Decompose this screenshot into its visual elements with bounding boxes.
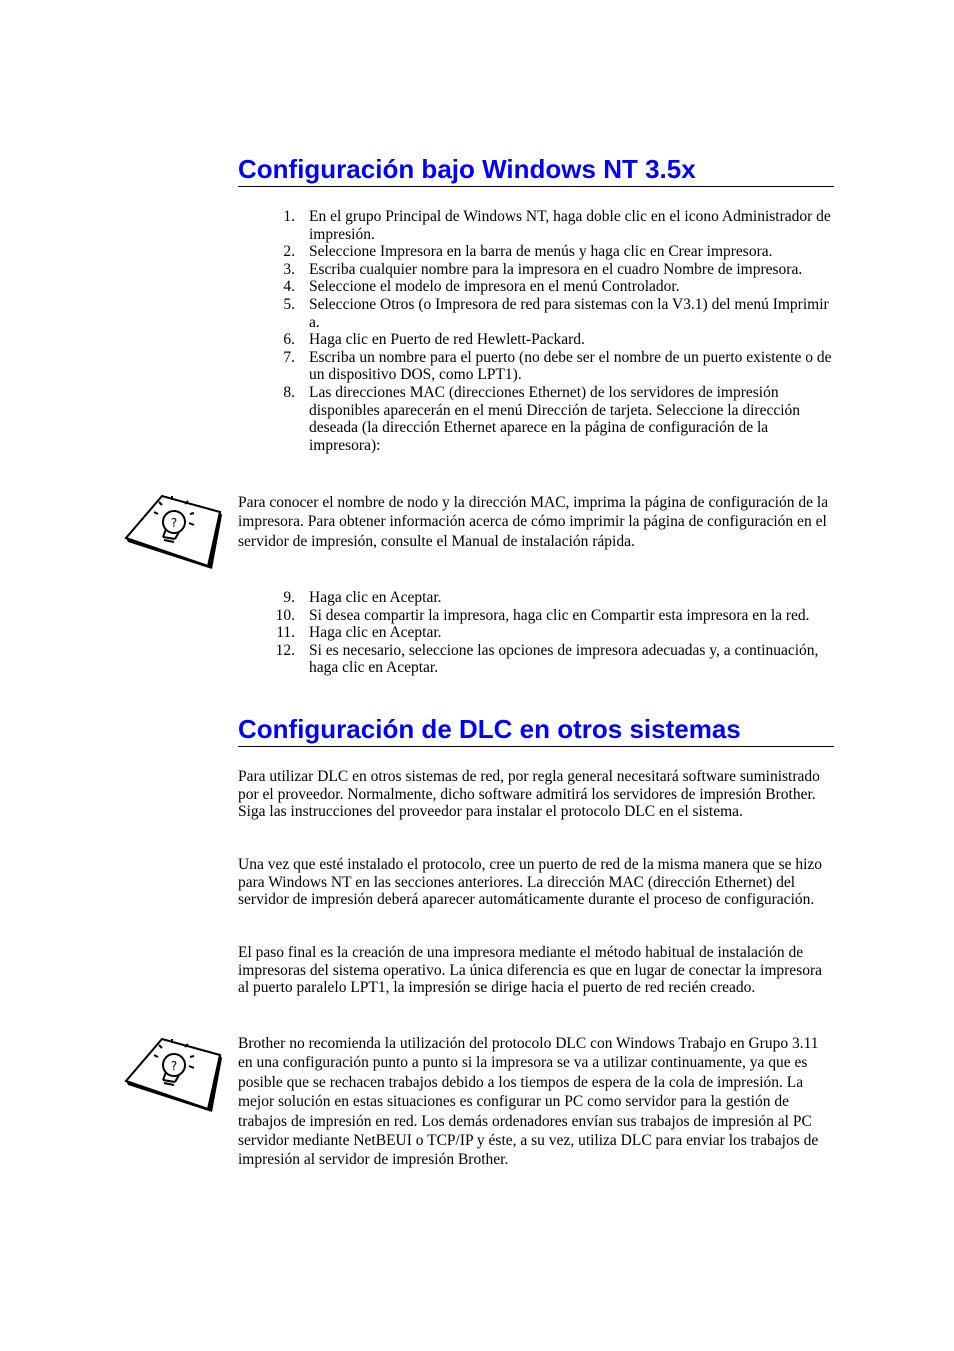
svg-text:?: ? [170, 1059, 178, 1073]
paragraph: Una vez que esté instalado el protocolo, cree un puerto de red de la misma manera que se hizo para Windows NT en las secciones anteriores. La dirección MAC (dirección Ethernet) del servidor de impresión deberá aparecer automáticamente durante el proceso de configuración. [238, 856, 823, 909]
steps-list-2 [238, 589, 834, 677]
section-title-dlc: Configuración de DLC en otros sistemas [238, 714, 834, 747]
list-item: 9. Haga clic en Aceptar. [283, 589, 442, 606]
lightbulb-note-icon [122, 1035, 224, 1113]
list-item: 12. Si es necesario, seleccione las opciones de impresora adecuadas y, a continuación, haga clic en Aceptar. [275, 641, 819, 677]
paragraph: El paso final es la creación de una impresora mediante el método habitual de instalación de impresoras del sistema operativo. La única diferencia es que en lugar de conectar la impresora al puerto paralelo LPT1, la impresión se dirige hacia el puerto de red recién creado. [238, 944, 823, 997]
list-item: 7. Escriba un nombre para el puerto (no debe ser el nombre de un puerto existente o de un dispositivo DOS, como LPT1). [283, 348, 832, 384]
lightbulb-note-icon [122, 492, 224, 570]
list-item: 5. Seleccione Otros (o Impresora de red para sistemas con la V3.1) del menú Imprimir a. [283, 295, 829, 331]
list-item: 11. Haga clic en Aceptar. [276, 624, 442, 642]
note-text-1: Para conocer el nombre de nodo y la dirección MAC, imprima la página de configuración de la impresora. Para obtener información acerca de cómo imprimir la página de configuración en el servidor de impresión, consulte el Manual de instalación rápida. [238, 494, 829, 550]
list-item: 3. Escriba cualquier nombre para la impresora en el cuadro Nombre de impresora. [283, 260, 803, 278]
list-item: 1. En el grupo Principal de Windows NT, haga doble clic en el icono Administrador de impresión. [283, 208, 831, 243]
section-title-nt35: Configuración bajo Windows NT 3.5x [238, 154, 834, 187]
svg-text:?: ? [170, 516, 178, 530]
list-item: 2. Seleccione Impresora en la barra de menús y haga clic en Crear impresora. [283, 243, 773, 261]
list-item: 8. Las direcciones MAC (direcciones Ethernet) de los servidores de impresión disponibles aparecerán en el menú Dirección de tarjeta. Seleccione la dirección deseada (la dirección Ethernet aparece en la página de configuración de la impresora): [283, 383, 801, 454]
note-text-2: Brother no recomienda la utilización del protocolo DLC con Windows Trabajo en Grupo 3.11 en una configuración punto a punto si la impresora se va a utilizar continuamente, ya que es posible que se rechacen trabajos debido a los tiempos de espera de la cola de impresión. La mejor solución en estas situaciones es configurar un PC como servidor para la gestión de trabajos de impresión en red. Los demás ordenadores envían sus trabajos de impresión al PC servidor mediante NetBEUI o TCP/IP y éste, a su vez, utiliza DLC para enviar los trabajos de impresión al servidor de impresión Brother. [238, 1035, 819, 1169]
list-item: 10. Si desea compartir la impresora, haga clic en Compartir esta impresora en la red. [275, 606, 810, 624]
list-item: 6. Haga clic en Puerto de red Hewlett-Packard. [283, 331, 585, 349]
steps-list-1 [238, 208, 834, 454]
paragraph: Para utilizar DLC en otros sistemas de red, por regla general necesitará software suministrado por el proveedor. Normalmente, dicho software admitirá los servidores de impresión Brother. Siga las instrucciones del proveedor para instalar el protocolo DLC en el sistema. [238, 768, 820, 821]
list-item: 4. Seleccione el modelo de impresora en el menú Controlador. [283, 278, 680, 296]
